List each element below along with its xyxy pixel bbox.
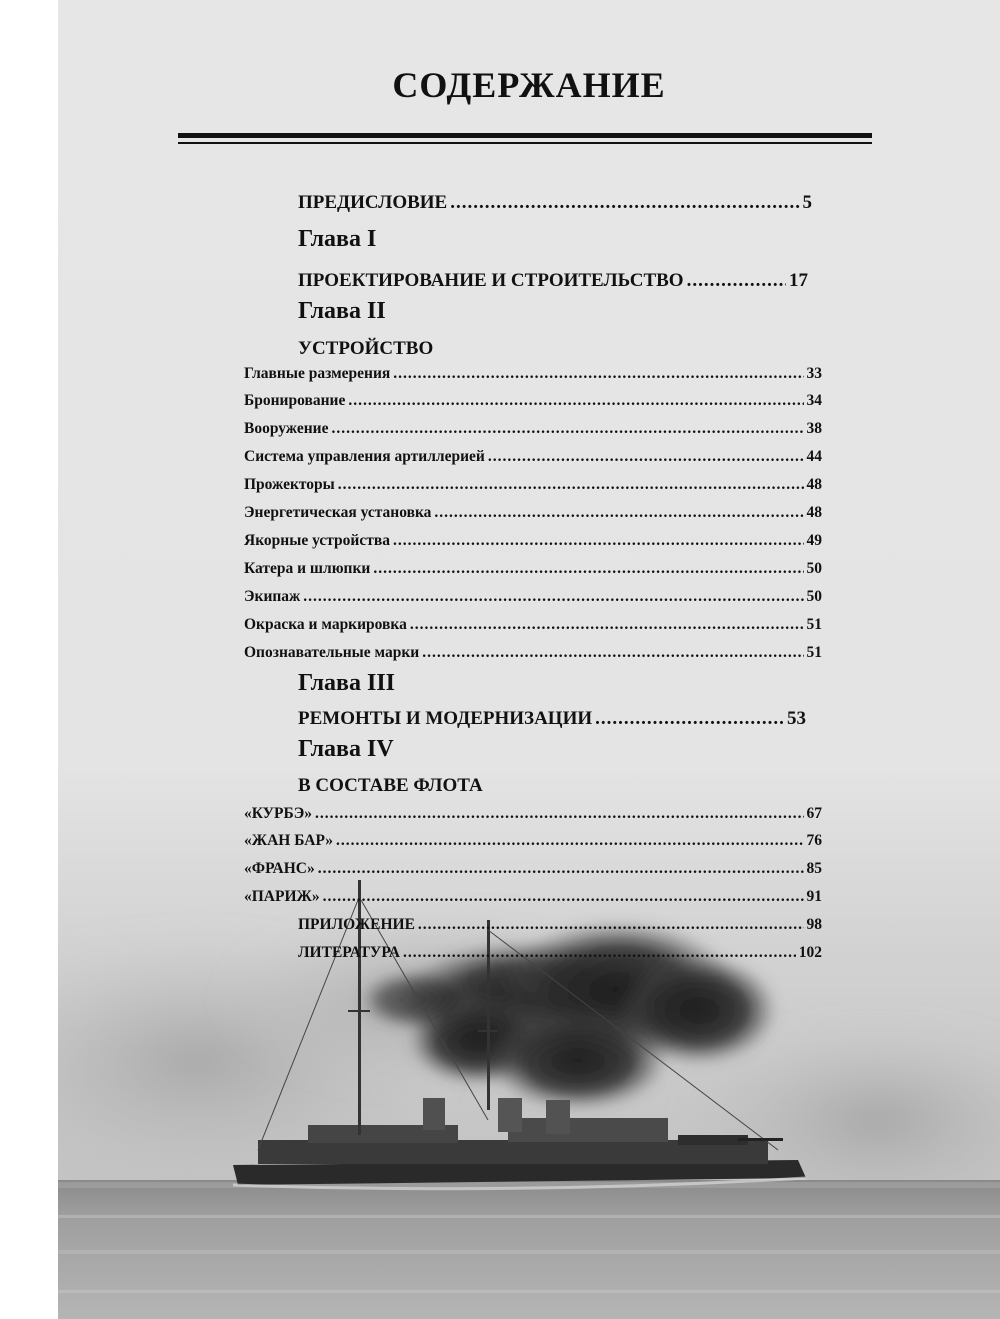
toc-item[interactable] bbox=[244, 805, 822, 823]
toc-leader bbox=[323, 888, 804, 906]
toc-page: 102 bbox=[798, 944, 822, 961]
toc-leader bbox=[315, 805, 803, 823]
toc-entry-chapter1[interactable] bbox=[298, 270, 808, 292]
toc-leader bbox=[422, 644, 803, 662]
toc-label: ПРЕДИСЛОВИЕ bbox=[298, 192, 448, 213]
toc-page: 48 bbox=[806, 504, 822, 521]
toc-item[interactable] bbox=[244, 476, 822, 494]
toc-page: 44 bbox=[806, 448, 822, 465]
toc-page: 49 bbox=[806, 532, 822, 549]
toc-page: 17 bbox=[789, 270, 808, 291]
toc-leader bbox=[373, 560, 803, 578]
toc-leader bbox=[418, 916, 804, 934]
toc-item[interactable] bbox=[244, 420, 822, 438]
toc-page: 51 bbox=[806, 644, 822, 661]
chapter-heading: Глава II bbox=[298, 298, 386, 324]
toc-leader bbox=[331, 420, 803, 438]
toc-label: ПРОЕКТИРОВАНИЕ И СТРОИТЕЛЬСТВО bbox=[298, 270, 684, 291]
toc-leader bbox=[403, 944, 796, 962]
toc-page: 98 bbox=[806, 916, 822, 933]
toc-leader bbox=[595, 708, 784, 730]
chapter-title: УСТРОЙСТВО bbox=[298, 338, 434, 359]
chapter-heading: Глава IV bbox=[298, 736, 394, 762]
toc-leader bbox=[303, 588, 803, 606]
toc-leader bbox=[410, 616, 804, 634]
toc-item[interactable] bbox=[244, 392, 822, 410]
toc-leader bbox=[338, 476, 804, 494]
toc-page: 48 bbox=[806, 476, 822, 493]
title-rule bbox=[178, 133, 872, 138]
toc-label: «КУРБЭ» bbox=[244, 805, 313, 822]
toc-page: 85 bbox=[806, 860, 822, 877]
toc-page: 50 bbox=[806, 560, 822, 577]
toc-page: 91 bbox=[806, 888, 822, 905]
toc-leader bbox=[318, 860, 804, 878]
toc-label: Катера и шлюпки bbox=[244, 560, 371, 577]
chapter-heading: Глава III bbox=[298, 670, 396, 696]
toc-label: «ФРАНС» bbox=[244, 860, 315, 877]
toc-label: Окраска и маркировка bbox=[244, 616, 407, 633]
toc-leader bbox=[434, 504, 803, 522]
toc-leader bbox=[450, 192, 799, 214]
toc-label: Якорные устройства bbox=[244, 532, 390, 549]
toc-label: ЛИТЕРАТУРА bbox=[298, 944, 400, 961]
toc-label: Система управления артиллерией bbox=[244, 448, 485, 465]
toc-label: Экипаж bbox=[244, 588, 301, 605]
toc-item[interactable] bbox=[244, 860, 822, 878]
toc-item[interactable] bbox=[244, 532, 822, 550]
toc-label: Вооружение bbox=[244, 420, 329, 437]
toc-item[interactable] bbox=[244, 365, 822, 383]
toc-label: Бронирование bbox=[244, 392, 346, 409]
toc-label: Энергетическая установка bbox=[244, 504, 432, 521]
book-page bbox=[58, 0, 1000, 1319]
toc-label: РЕМОНТЫ И МОДЕРНИЗАЦИИ bbox=[298, 708, 593, 729]
toc-page: 51 bbox=[806, 616, 822, 633]
toc-label: «ПАРИЖ» bbox=[244, 888, 320, 905]
toc-label: Прожекторы bbox=[244, 476, 335, 493]
toc-page: 33 bbox=[806, 365, 822, 382]
toc-entry-literature[interactable] bbox=[298, 944, 822, 962]
toc-label: ПРИЛОЖЕНИЕ bbox=[298, 916, 415, 933]
toc-item[interactable] bbox=[244, 588, 822, 606]
toc-item[interactable] bbox=[244, 832, 822, 850]
toc-item[interactable] bbox=[244, 504, 822, 522]
toc-entry-preface[interactable] bbox=[298, 192, 812, 214]
toc-entry-appendix[interactable] bbox=[298, 916, 822, 934]
toc-page: 67 bbox=[806, 805, 822, 822]
toc-leader bbox=[348, 392, 803, 410]
page-title: СОДЕРЖАНИЕ bbox=[392, 65, 666, 105]
toc-page: 50 bbox=[806, 588, 822, 605]
toc-leader bbox=[393, 532, 804, 550]
toc-leader bbox=[393, 365, 803, 383]
toc-leader bbox=[336, 832, 803, 850]
toc-label: Главные размерения bbox=[244, 365, 391, 382]
toc-item[interactable] bbox=[244, 616, 822, 634]
toc-item[interactable] bbox=[244, 888, 822, 906]
toc-page: 34 bbox=[806, 392, 822, 409]
toc-item[interactable] bbox=[244, 448, 822, 466]
toc-leader bbox=[687, 270, 786, 292]
toc-page: 53 bbox=[787, 708, 806, 729]
chapter-title: В СОСТАВЕ ФЛОТА bbox=[298, 775, 483, 796]
toc-page: 5 bbox=[802, 192, 812, 213]
toc-page: 38 bbox=[806, 420, 822, 437]
toc-label: «ЖАН БАР» bbox=[244, 832, 334, 849]
title-rule-thin bbox=[178, 142, 872, 144]
toc-page: 76 bbox=[806, 832, 822, 849]
chapter-heading: Глава I bbox=[298, 226, 377, 252]
toc-leader bbox=[488, 448, 804, 466]
toc-label: Опознавательные марки bbox=[244, 644, 420, 661]
toc-entry-chapter3[interactable] bbox=[298, 708, 806, 730]
toc-item[interactable] bbox=[244, 644, 822, 662]
toc-item[interactable] bbox=[244, 560, 822, 578]
